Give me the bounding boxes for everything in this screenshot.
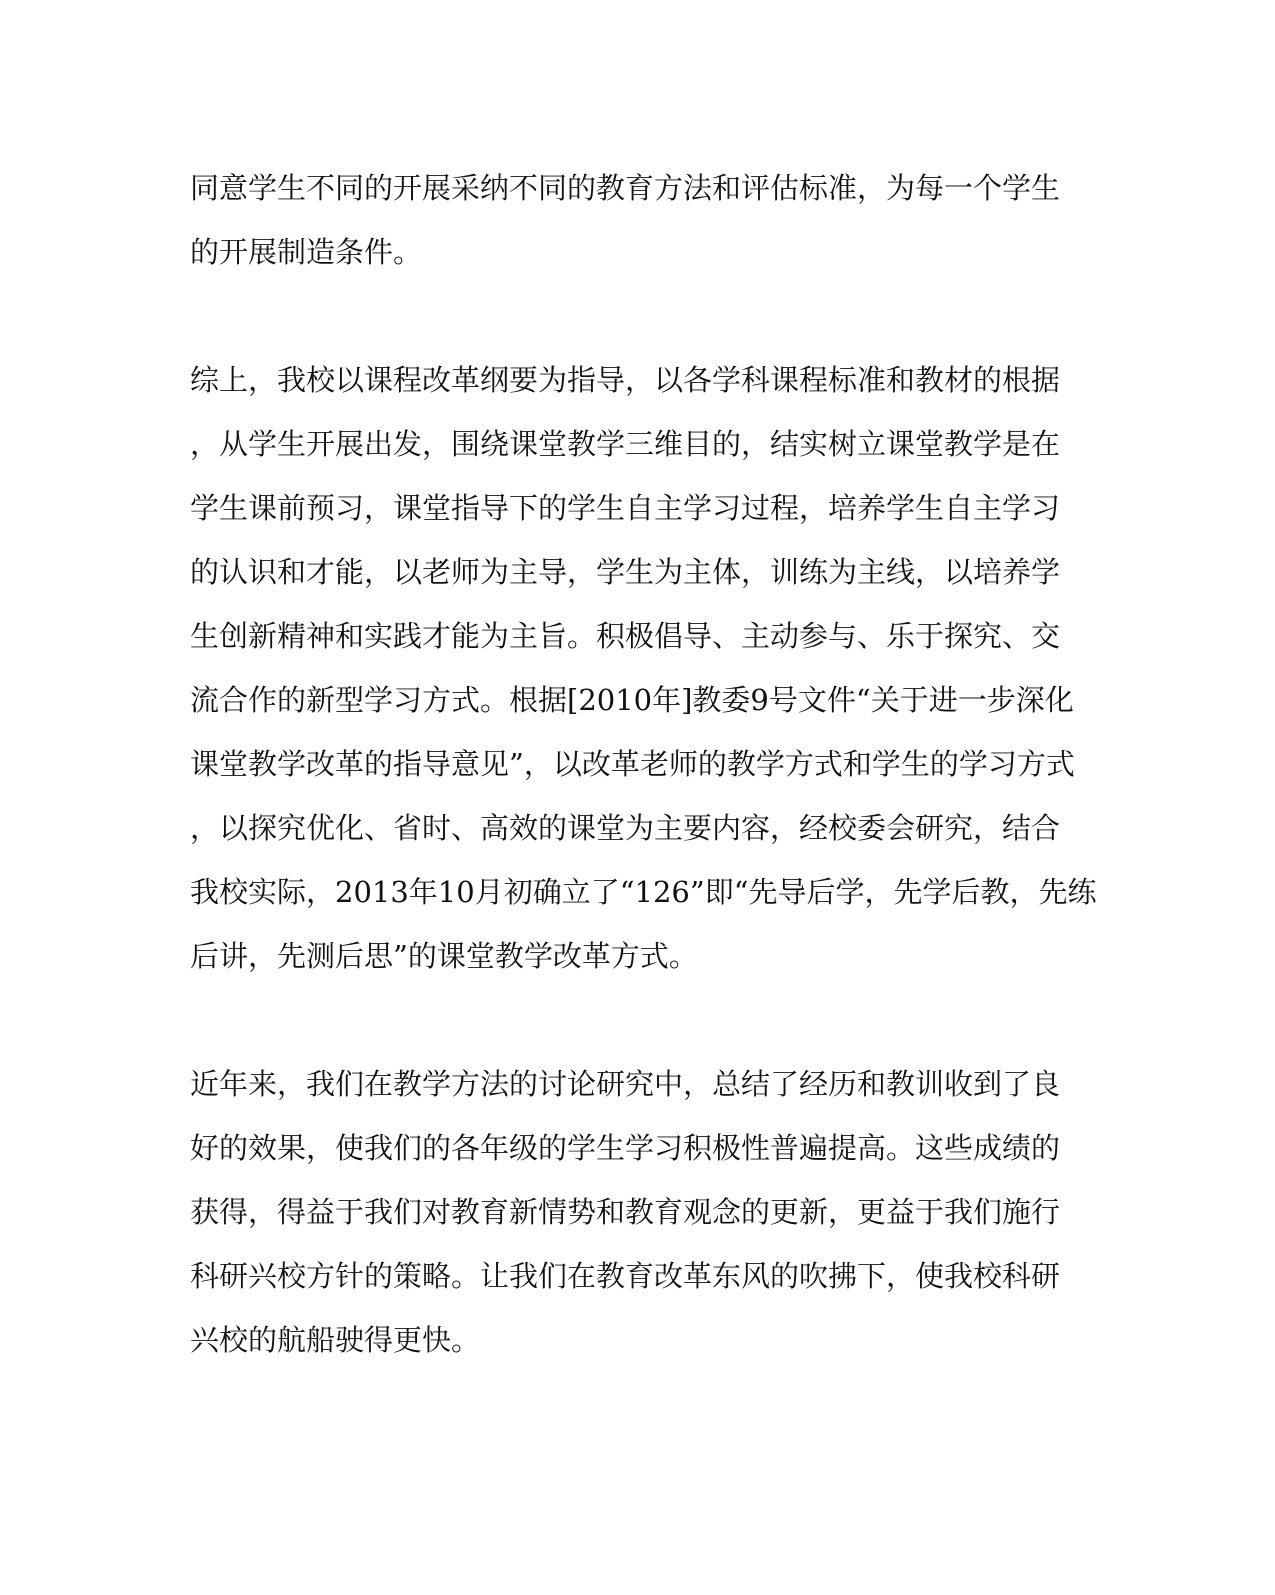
paragraph-2-line-9: 我校实际，2013年10月初确立了“126”即“先导后学，先学后教，先练 xyxy=(190,875,1097,909)
paragraph-1-line-2: 的开展制造条件。 xyxy=(190,235,423,269)
paragraph-2-line-3: 学生课前预习，课堂指导下的学生自主学习过程，培养学生自主学习 xyxy=(190,491,1061,525)
paragraph-3-line-1: 近年来，我们在教学方法的讨论研究中，总结了经历和教训收到了良 xyxy=(190,1067,1061,1101)
paragraph-3-line-3: 获得，得益于我们对教育新情势和教育观念的更新，更益于我们施行 xyxy=(190,1195,1061,1229)
paragraph-1-line-1: 同意学生不同的开展采纳不同的教育方法和评估标准，为每一个学生 xyxy=(190,171,1061,205)
paragraph-2-line-1: 综上，我校以课程改革纲要为指导，以各学科课程标准和教材的根据 xyxy=(190,363,1061,397)
paragraph-3-line-4: 科研兴校方针的策略。让我们在教育改革东风的吹拂下，使我校科研 xyxy=(190,1259,1061,1293)
paragraph-2-line-2: ，从学生开展出发，围绕课堂教学三维目的，结实树立课堂教学是在 xyxy=(190,427,1061,461)
paragraph-2-line-4: 的认识和才能，以老师为主导，学生为主体，训练为主线，以培养学 xyxy=(190,555,1061,589)
paragraph-3-line-2: 好的效果，使我们的各年级的学生学习积极性普遍提高。这些成绩的 xyxy=(190,1131,1061,1165)
paragraph-2-line-7: 课堂教学改革的指导意见”，以改革老师的教学方式和学生的学习方式 xyxy=(190,747,1075,781)
paragraph-2-line-10: 后讲，先测后思”的课堂教学改革方式。 xyxy=(190,939,698,973)
paragraph-2-line-6: 流合作的新型学习方式。根据[2010年]教委9号文件“关于进一步深化 xyxy=(190,683,1074,717)
paragraph-3-line-5: 兴校的航船驶得更快。 xyxy=(190,1323,481,1357)
paragraph-2-line-5: 生创新精神和实践才能为主旨。积极倡导、主动参与、乐于探究、交 xyxy=(190,619,1061,653)
paragraph-2-line-8: ，以探究优化、省时、高效的课堂为主要内容，经校委会研究，结合 xyxy=(190,811,1061,845)
